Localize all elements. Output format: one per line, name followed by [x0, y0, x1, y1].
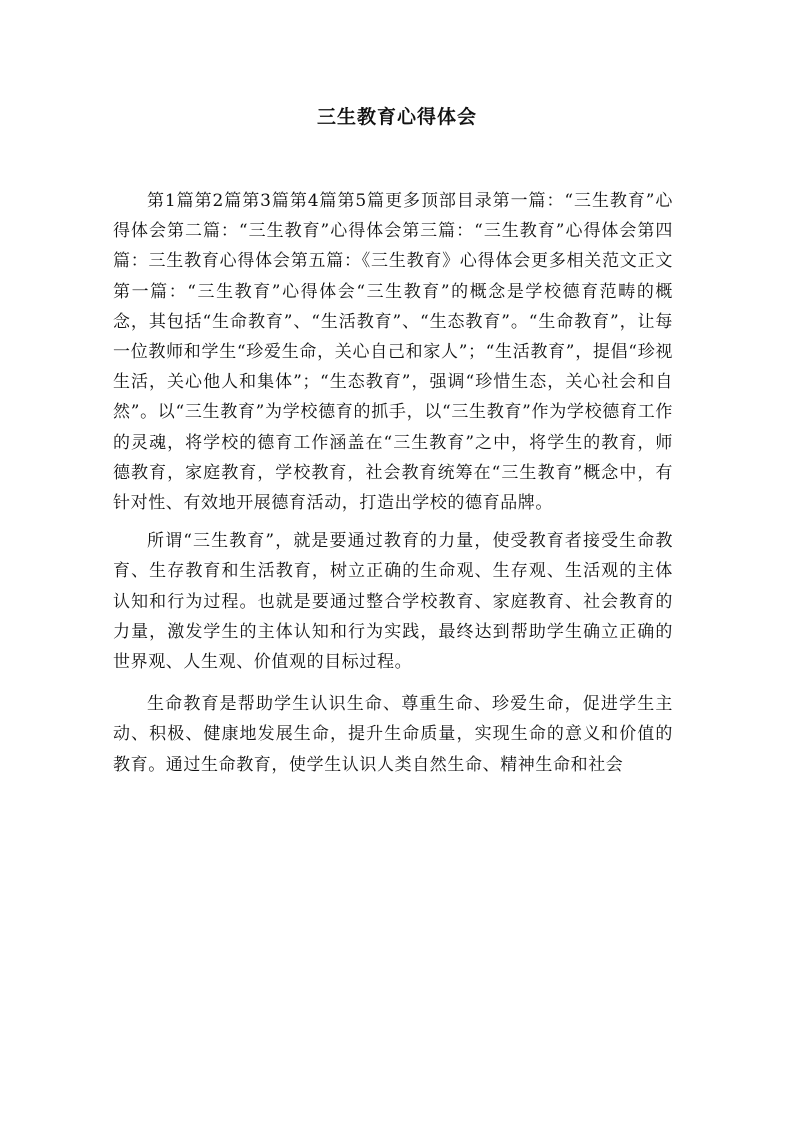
- paragraph-definition: 所谓“三生教育”，就是要通过教育的力量，使受教育者接受生命教育、生存教育和生活教育，树立正确的生命观、生存观、生活观的主体认知和行为过程。也就是要通过整合学校教育、家庭教育、社会教育的力量，激发学生的主体认知和行为实践，最终达到帮助学生确立正确的世界观、人生观、价值观的目标过程。: [113, 531, 673, 673]
- document-body: [113, 186, 673, 780]
- paragraph-toc-and-intro: 第1篇第2篇第3篇第4篇第5篇更多顶部目录第一篇：“三生教育”心得体会第二篇：“三生教育”心得体会第三篇：“三生教育”心得体会第四篇：三生教育心得体会第五篇：《三生教育》心得体会更多相关范文正文第一篇：“三生教育”心得体会“三生教育”的概念是学校德育范畴的概念，其包括“生命教育”、“生活教育”、“生态教育”。“生命教育”，让每一位教师和学生“珍爱生命，关心自己和家人”；“生活教育”，提倡“珍视生活，关心他人和集体”；“生态教育”，强调“珍惜生态，关心社会和自然”。以“三生教育”为学校德育的抓手，以“三生教育”作为学校德育工作的灵魂，将学校的德育工作涵盖在“三生教育”之中，将学生的教育，师德教育，家庭教育，学校教育，社会教育统筹在“三生教育”概念中，有针对性、有效地开展德育活动，打造出学校的德育品牌。: [113, 191, 673, 514]
- paragraph-life-education: 生命教育是帮助学生认识生命、尊重生命、珍爱生命，促进学生主动、积极、健康地发展生命，提升生命质量，实现生命的意义和价值的教育。通过生命教育，使学生认识人类自然生命、精神生命和社会: [113, 694, 673, 775]
- document-title: 三生教育心得体会: [316, 106, 477, 128]
